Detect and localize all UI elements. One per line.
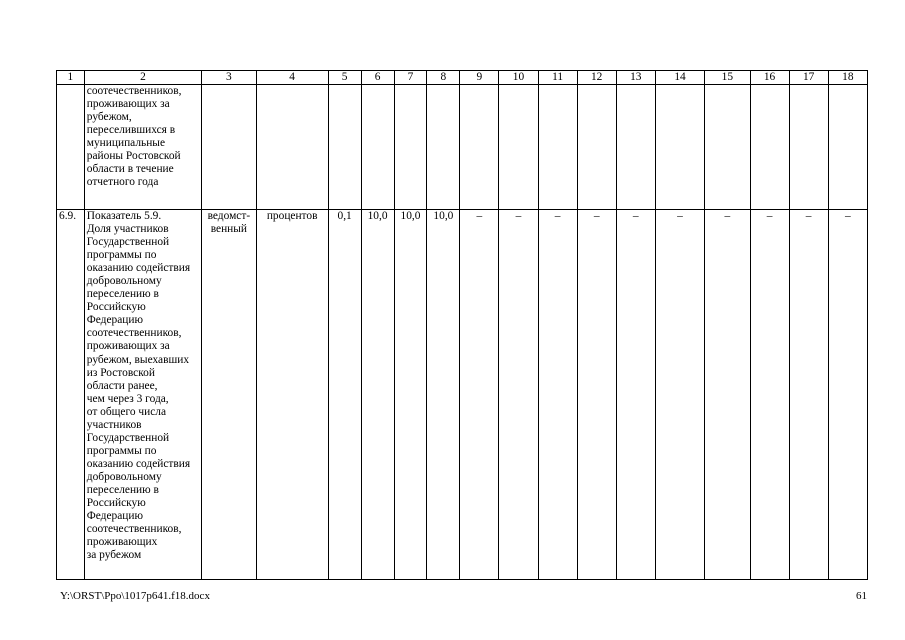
value-cell: – bbox=[538, 210, 577, 580]
indicator-type: ведомст- венный bbox=[202, 210, 257, 580]
table-cell bbox=[202, 85, 257, 210]
column-header: 16 bbox=[750, 71, 789, 85]
column-header: 4 bbox=[256, 71, 328, 85]
table-cell bbox=[577, 85, 616, 210]
table-cell bbox=[616, 85, 655, 210]
table-cell bbox=[427, 85, 460, 210]
column-header: 13 bbox=[616, 71, 655, 85]
column-header: 1 bbox=[57, 71, 85, 85]
table-cell bbox=[361, 85, 394, 210]
table-row bbox=[57, 210, 868, 580]
column-header: 15 bbox=[705, 71, 750, 85]
table-cell bbox=[828, 85, 867, 210]
value-cell: – bbox=[705, 210, 750, 580]
table-cell bbox=[705, 85, 750, 210]
column-header: 18 bbox=[828, 71, 867, 85]
value-cell: 0,1 bbox=[328, 210, 361, 580]
table-cell bbox=[57, 85, 85, 210]
column-header: 11 bbox=[538, 71, 577, 85]
indicator-description: соотечественников, проживающих за рубежом, переселившихся в муниципальные районы Ростовской области в течение отчетного года bbox=[84, 85, 201, 210]
table-cell bbox=[789, 85, 828, 210]
column-header: 2 bbox=[84, 71, 201, 85]
value-cell: 10,0 bbox=[394, 210, 427, 580]
column-header: 8 bbox=[427, 71, 460, 85]
table-cell bbox=[256, 85, 328, 210]
value-cell: – bbox=[499, 210, 538, 580]
page-number: 61 bbox=[856, 590, 867, 602]
value-cell: – bbox=[616, 210, 655, 580]
table-cell bbox=[328, 85, 361, 210]
column-header: 5 bbox=[328, 71, 361, 85]
value-cell: – bbox=[655, 210, 704, 580]
column-header: 7 bbox=[394, 71, 427, 85]
table-cell bbox=[460, 85, 499, 210]
column-header: 17 bbox=[789, 71, 828, 85]
table-cell bbox=[394, 85, 427, 210]
value-cell: – bbox=[750, 210, 789, 580]
column-header: 10 bbox=[499, 71, 538, 85]
indicator-table bbox=[56, 70, 868, 580]
header-row bbox=[57, 71, 868, 85]
column-header: 3 bbox=[202, 71, 257, 85]
table-row bbox=[57, 85, 868, 210]
column-header: 12 bbox=[577, 71, 616, 85]
table-cell bbox=[750, 85, 789, 210]
column-header: 6 bbox=[361, 71, 394, 85]
table-cell bbox=[538, 85, 577, 210]
value-cell: – bbox=[577, 210, 616, 580]
value-cell: 10,0 bbox=[361, 210, 394, 580]
file-path: Y:\ORST\Ppo\1017p641.f18.docx bbox=[60, 590, 210, 602]
unit-of-measure: процентов bbox=[256, 210, 328, 580]
value-cell: – bbox=[460, 210, 499, 580]
value-cell: – bbox=[789, 210, 828, 580]
value-cell: – bbox=[828, 210, 867, 580]
column-header: 14 bbox=[655, 71, 704, 85]
indicator-description: Показатель 5.9. Доля участников Государственной программы по оказанию содействия добровольному переселению в Российскую Федерацию соотечественников, проживающих за рубежом, выехавших из Ростовской области ранее, чем через 3 года, от общего числа участников Государственной программы по оказанию содействия добровольному переселению в Российскую Федерацию соотечественников, проживающих за рубежом bbox=[84, 210, 201, 580]
table-cell bbox=[655, 85, 704, 210]
row-number: 6.9. bbox=[57, 210, 85, 580]
column-header: 9 bbox=[460, 71, 499, 85]
value-cell: 10,0 bbox=[427, 210, 460, 580]
table-cell bbox=[499, 85, 538, 210]
